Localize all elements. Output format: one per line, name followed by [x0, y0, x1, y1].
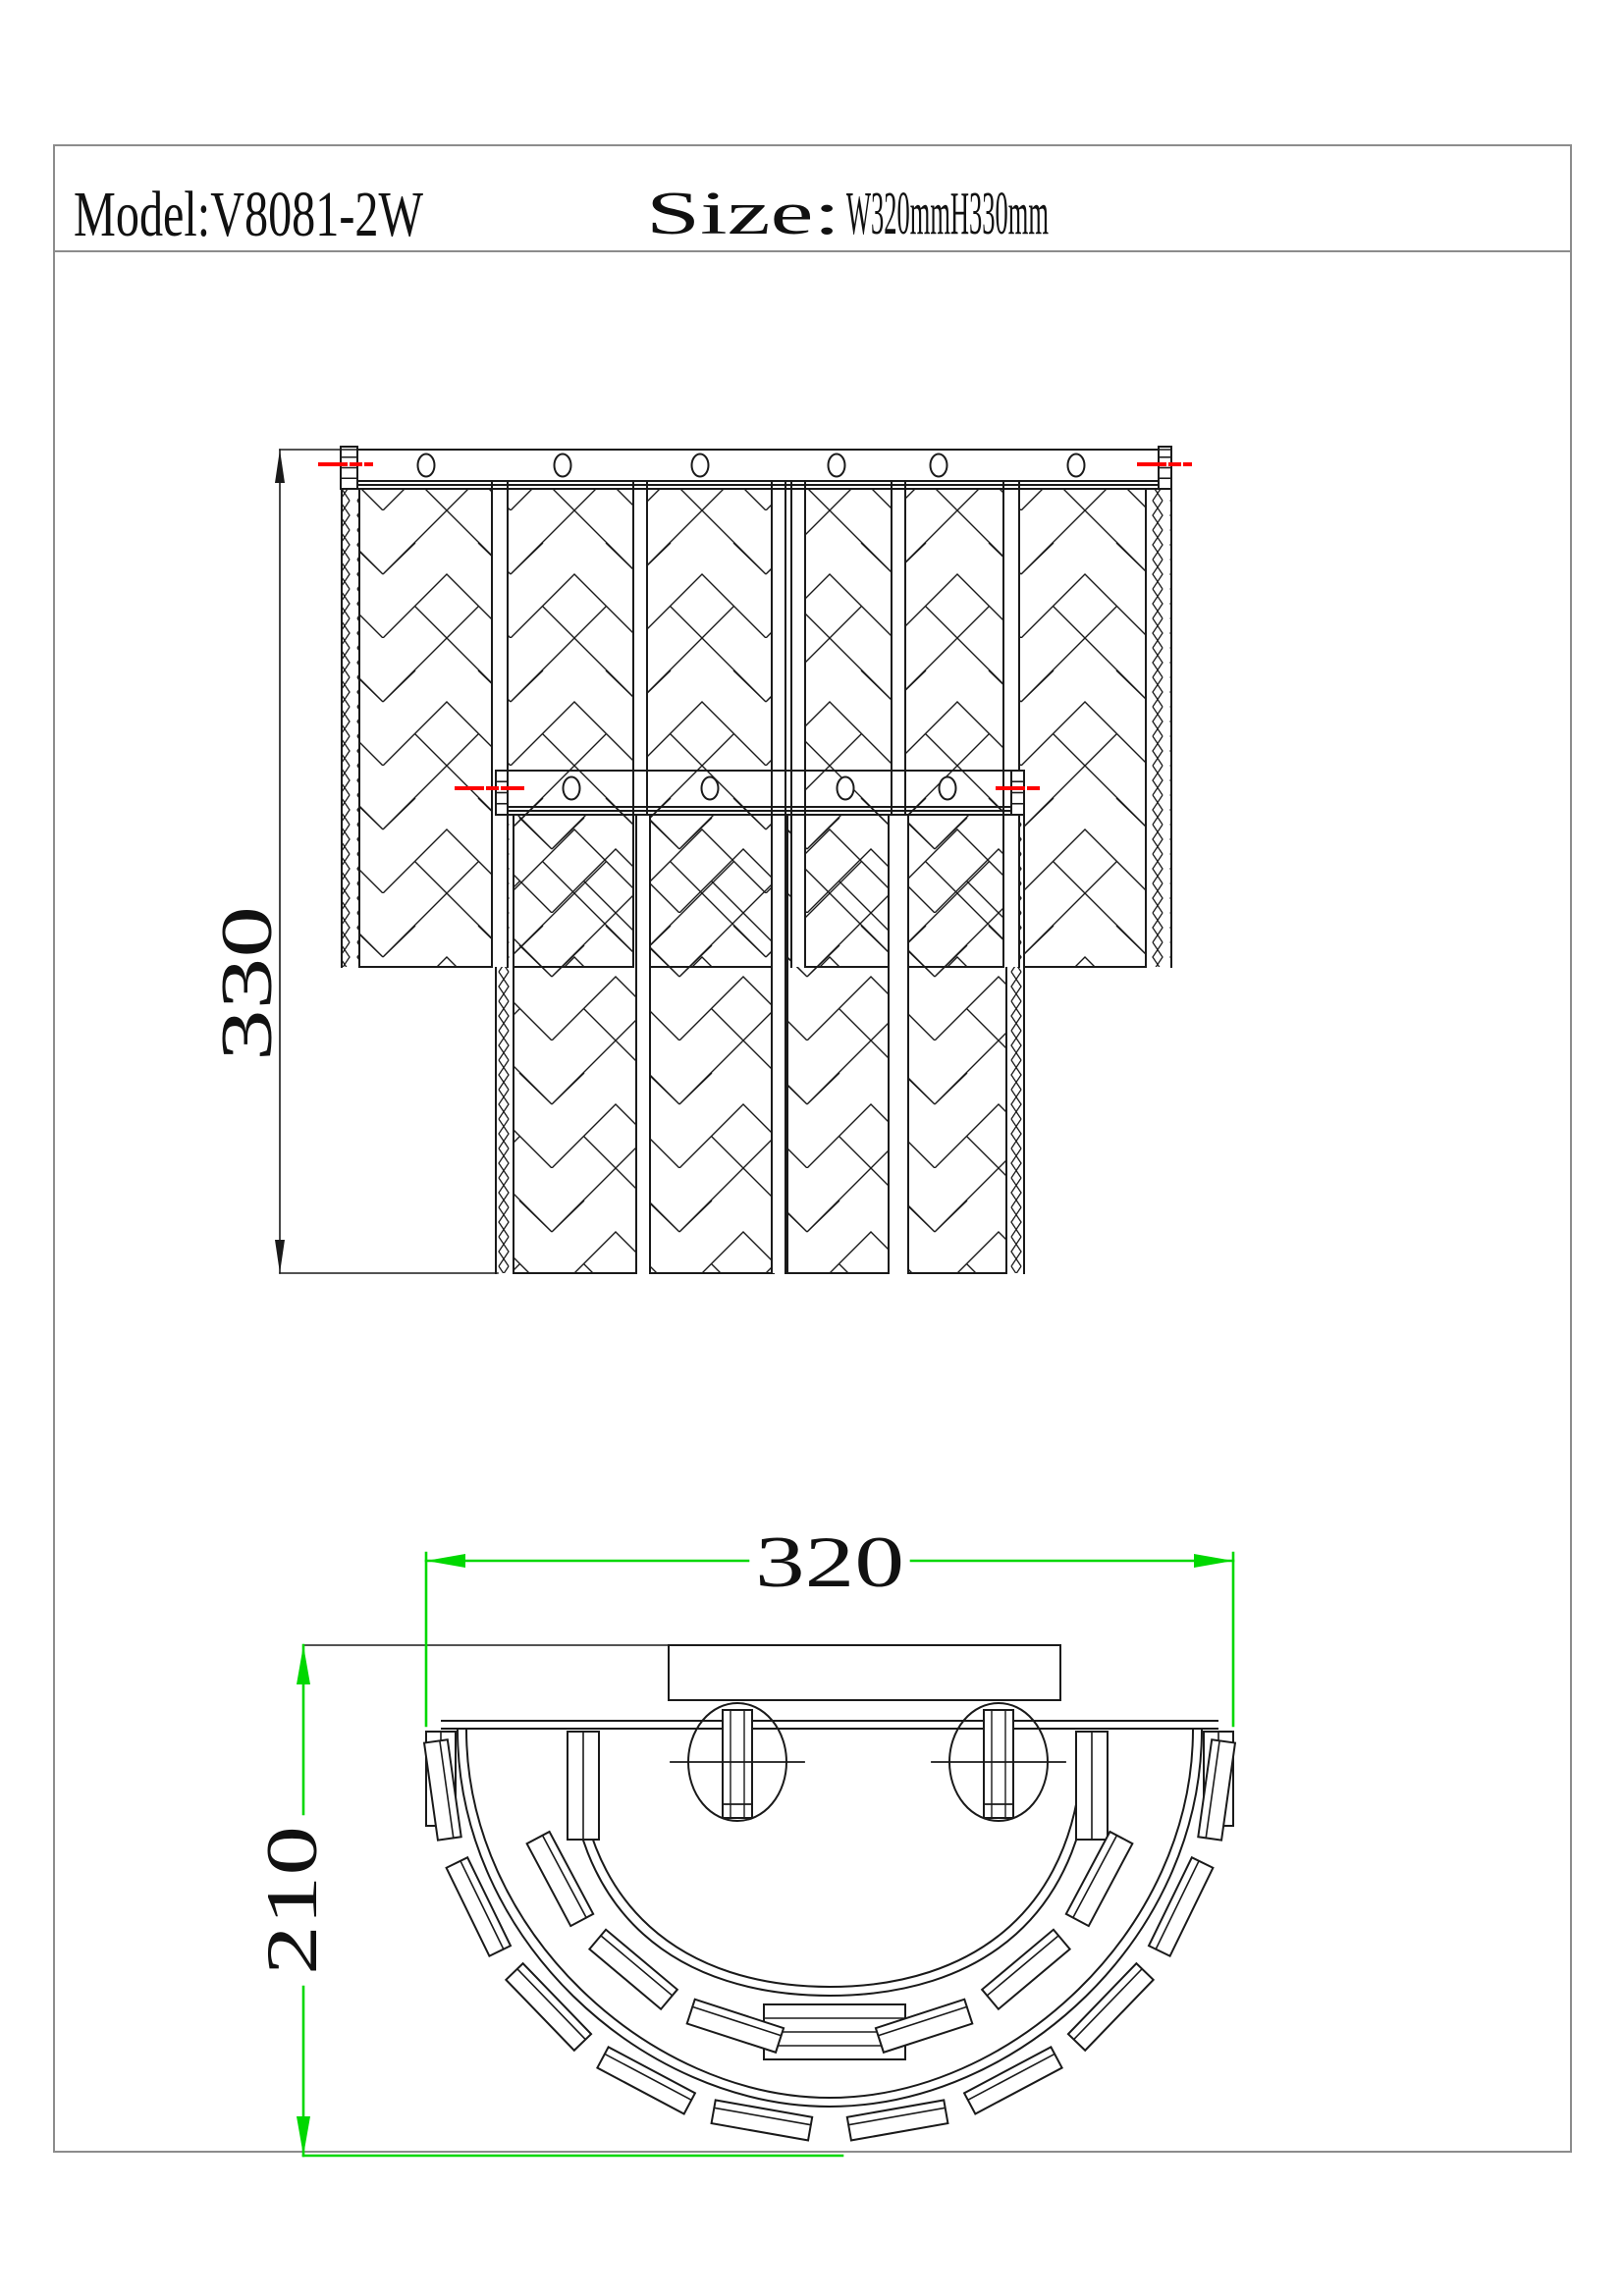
herringbone-panel [650, 815, 774, 1273]
mounting-hole [829, 454, 845, 477]
mounting-hole [1068, 454, 1085, 477]
width-dimension-label: 320 [755, 1522, 904, 1603]
front-view-geometry [320, 447, 1190, 1273]
mounting-hole [692, 454, 709, 477]
mounting-hole [931, 454, 947, 477]
arrow-up-icon [297, 1645, 310, 1684]
crystal-rod [1066, 1832, 1133, 1926]
height-dimension-label: 330 [207, 952, 288, 1061]
herringbone-panel [1019, 489, 1146, 967]
mounting-hole [555, 454, 571, 477]
crystal-rod [847, 2100, 948, 2140]
crystal-rod [982, 1930, 1069, 2009]
zigzag-trim [1146, 489, 1171, 967]
crystal-rod [597, 2047, 695, 2113]
zigzag-trim [342, 489, 359, 967]
arrow-down-icon [275, 1240, 285, 1273]
herringbone-panel [514, 815, 636, 1273]
herringbone-panel [908, 815, 1006, 1273]
crystal-rod [1068, 1963, 1154, 2051]
size-label [646, 181, 1049, 247]
mounting-hole [838, 777, 854, 800]
arrow-left-icon [426, 1554, 465, 1568]
crystal-rod [506, 1963, 591, 2051]
plan-view [252, 1522, 1235, 2156]
plan-view-geometry [424, 1703, 1235, 2140]
crystal-rod [527, 1832, 594, 1926]
mounting-hole [564, 777, 580, 800]
mounting-hole [940, 777, 956, 800]
crystal-rod [589, 1930, 676, 2009]
mounting-hole [418, 454, 435, 477]
size-label-value: W320mmH330mm [846, 181, 1049, 247]
arrow-down-icon [297, 2116, 310, 2156]
arrow-up-icon [275, 450, 285, 483]
crystal-rod [447, 1857, 511, 1955]
mounting-plate [669, 1645, 1060, 1700]
size-label-prefix: Size: [646, 181, 840, 247]
crystal-rod [1149, 1857, 1213, 1955]
arrow-right-icon [1194, 1554, 1233, 1568]
depth-dimension-label: 210 [252, 1866, 333, 1975]
crystal-rod [964, 2047, 1062, 2113]
mounting-hole [702, 777, 719, 800]
herringbone-panel [359, 489, 492, 967]
crystal-rod [712, 2100, 813, 2140]
front-view [207, 447, 1190, 1273]
model-label: Model:V8081-2W [74, 179, 424, 250]
